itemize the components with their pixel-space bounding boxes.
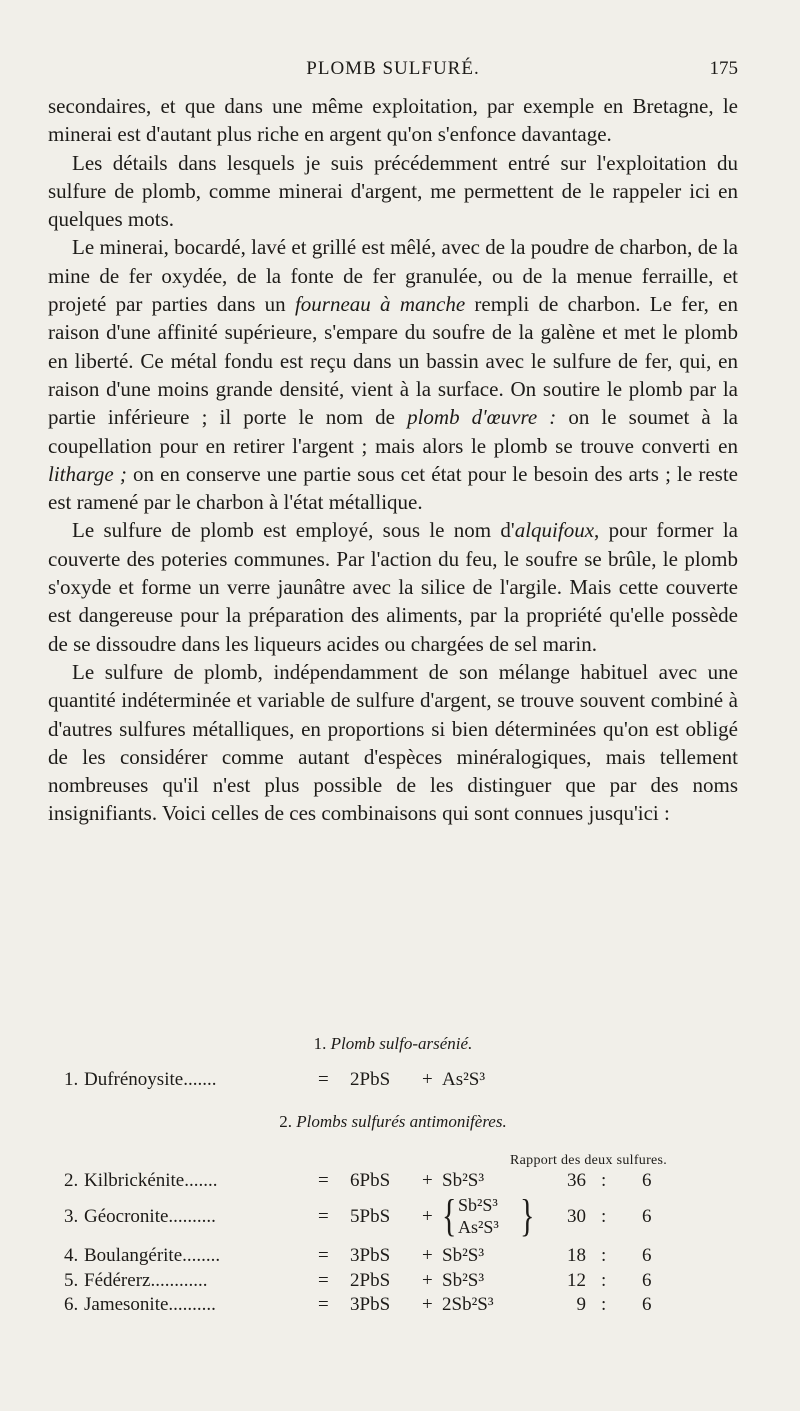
- mineral-name: Boulangérite........: [84, 1245, 221, 1266]
- row-number: 3.: [64, 1206, 79, 1227]
- ratio-colon: :: [601, 1270, 607, 1291]
- section-heading-sulfo-arsenie: [48, 1034, 738, 1054]
- plus-sign: +: [422, 1245, 433, 1266]
- plus-sign: +: [422, 1069, 433, 1090]
- row-number: 5.: [64, 1270, 79, 1291]
- equals-sign: =: [318, 1206, 329, 1227]
- italic-term: fourneau à manche: [294, 292, 466, 317]
- ratio-value: 6: [642, 1170, 652, 1191]
- ratio-value: 9: [576, 1294, 586, 1315]
- paragraph-alquifoux: [48, 516, 738, 657]
- running-head-title: PLOMB SULFURÉ.: [306, 58, 480, 79]
- equals-sign: =: [318, 1170, 329, 1191]
- ratio-colon: :: [601, 1245, 607, 1266]
- formula-part: As²S³: [458, 1217, 499, 1237]
- formula-part: Sb²S³: [442, 1245, 485, 1266]
- ratio-value: 6: [642, 1294, 652, 1315]
- section-number: 2.: [279, 1112, 293, 1131]
- right-brace: }: [520, 1191, 535, 1241]
- ratio-colon: :: [601, 1294, 607, 1315]
- formula-part: Sb²S³: [458, 1195, 498, 1215]
- section-title: Plombs sulfurés antimonifères.: [296, 1112, 507, 1131]
- formula-part: Sb²S³: [442, 1270, 485, 1291]
- formula-row: [64, 1191, 724, 1241]
- formula-part: 2PbS: [350, 1069, 391, 1090]
- italic-term: litharge ;: [48, 461, 127, 486]
- formula-part: 6PbS: [350, 1170, 391, 1191]
- running-head: [48, 58, 738, 84]
- formula-part: 2PbS: [350, 1270, 391, 1291]
- plus-sign: +: [422, 1206, 433, 1227]
- section-number: 1.: [313, 1034, 327, 1053]
- ratio-value: 30: [567, 1206, 586, 1227]
- equals-sign: =: [318, 1245, 329, 1266]
- italic-term: plomb d'œuvre :: [407, 405, 557, 430]
- paragraph-continued: secondaires, et que dans une même exploitation, par exemple en Bretagne, le minerai est d'autant plus riche en argent qu'on s'enfonce davantage.: [48, 94, 738, 147]
- ratio-value: 12: [567, 1270, 586, 1291]
- page-number: 175: [709, 58, 738, 79]
- ratio-value: 6: [642, 1206, 652, 1227]
- row-number: 1.: [64, 1069, 79, 1090]
- formula-row: [64, 1069, 724, 1099]
- equals-sign: =: [318, 1294, 329, 1315]
- paragraph-combinations: Le sulfure de plomb, indépendamment de son mélange habituel avec une quantité indéterminée et variable de sulfure d'argent, se trouve souvent combiné à d'autres sulfures métalliques, en proportions si bien déterminées qu'on est obligé de les considérer comme autant d'espèces minéralogiques, mais tellement nombreuses qu'il n'est plus possible de les distinguer que par des noms insignifiants. Voici celles de ces combinaisons qui sont connues jusqu'ici :: [48, 659, 738, 826]
- formula-row: [64, 1170, 724, 1200]
- ratio-value: 36: [567, 1170, 586, 1191]
- italic-term: alquifoux: [514, 518, 595, 543]
- body-text: [48, 92, 738, 828]
- paragraph-smelting: [48, 233, 738, 516]
- ratio-value: 6: [642, 1245, 652, 1266]
- text-span: , pour former la couverte des poteries communes. Par l'action du feu, le soufre se brûle, le plomb s'oxyde et forme un verre jaunâtre avec la silice de l'argile. Mais cette couverte est dangereuse pour la préparation des aliments, par la propriété qu'elle possède de se dissoudre dans les liqueurs acides ou chargées de sel marin.: [48, 518, 738, 656]
- mineral-name: Kilbrickénite.......: [84, 1170, 218, 1191]
- formula-row: [64, 1294, 724, 1324]
- ratio-column-header: Rapport des deux sulfures.: [510, 1153, 668, 1168]
- section-heading-antimoniferes: [48, 1112, 738, 1132]
- paragraph-exploitation: Les détails dans lesquels je suis précédemment entré sur l'exploitation du sulfure de plomb, comme minerai d'argent, me permettent de le rappeler ici en quelques mots.: [48, 150, 738, 232]
- mineral-name: Jamesonite..........: [84, 1294, 216, 1315]
- text-span: on en conserve une partie sous cet état pour le besoin des arts ; le reste est ramené par le charbon à l'état métallique.: [48, 461, 738, 515]
- plus-sign: +: [422, 1294, 433, 1315]
- section-title: Plomb sulfo-arsénié.: [330, 1034, 473, 1053]
- formula-part: 5PbS: [350, 1206, 391, 1227]
- left-brace: {: [442, 1191, 457, 1241]
- mineral-name: Dufrénoysite.......: [84, 1069, 217, 1090]
- row-number: 4.: [64, 1245, 79, 1266]
- mineral-name: Géocronite..........: [84, 1206, 216, 1227]
- row-number: 6.: [64, 1294, 79, 1315]
- formula-part: 3PbS: [350, 1245, 391, 1266]
- ratio-value: 6: [642, 1270, 652, 1291]
- formula-part: As²S³: [442, 1069, 486, 1090]
- mineral-name: Fédérerz............: [84, 1270, 208, 1291]
- text-span: Le sulfure de plomb est employé, sous le nom d': [72, 518, 515, 543]
- row-number: 2.: [64, 1170, 79, 1191]
- ratio-colon: :: [601, 1170, 607, 1191]
- text-span: rempli de charbon. Le fer, en raison d'une affinité supérieure, s'empare du soufre de la galène et met le plomb en liberté. Ce métal fondu est reçu dans un bassin avec le sulfure de fer, qui, en raison d'une moins grande densité, vient à la surface. On soutire le plomb par la partie inférieure ; il porte le nom de: [48, 292, 738, 430]
- plus-sign: +: [422, 1170, 433, 1191]
- formula-part: Sb²S³: [442, 1170, 485, 1191]
- formula-stack: [458, 1194, 499, 1238]
- ratio-value: 18: [567, 1245, 586, 1266]
- equals-sign: =: [318, 1069, 329, 1090]
- formula-part: 2Sb²S³: [442, 1294, 494, 1315]
- text-span: Le minerai, bocardé, lavé et grillé est mêlé, avec de la poudre de charbon, de la mine de fer oxydée, de la fonte de fer granulée, ou de la menue ferraille, et projeté par parties dans un: [48, 235, 738, 317]
- equals-sign: =: [318, 1270, 329, 1291]
- plus-sign: +: [422, 1270, 433, 1291]
- text-span: on le soumet à la coupellation pour en retirer l'argent ; mais alors le plomb se trouve converti en: [48, 405, 738, 458]
- ratio-colon: :: [601, 1206, 607, 1227]
- formula-part: 3PbS: [350, 1294, 391, 1315]
